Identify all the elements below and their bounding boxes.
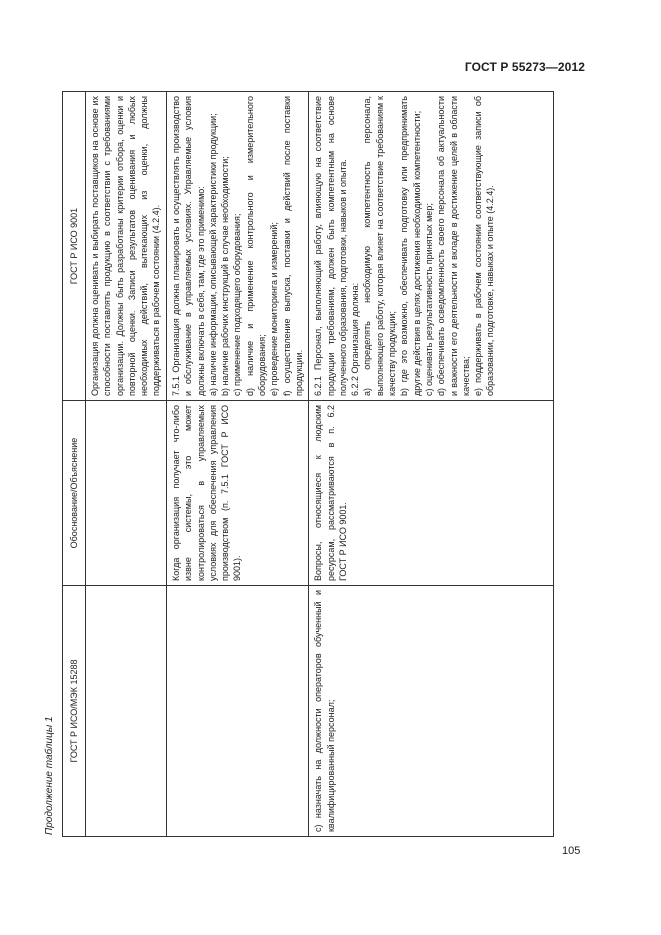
page-number: 105 [562,845,581,857]
clause-text: 6.2.1 Персонал, выполняющий работу, влияющую на соответствие продукции требованиям, должен быть компетентным на основе полученного образования, подготовки, навыков и опыта. [313,96,348,396]
table-row [167,92,309,837]
clause-text: 6.2.2 Организация должна: [350,282,361,396]
cell-iso-9001: Организация должна оценивать и выбирать поставщиков на основе их способности поставлять продукцию в соответствии с требованиями организации. Должны быть разработаны критерии отбора, оценки и повторной оценки. Записи результатов оценивания и любых необходимых действий, вытекающих из оценки, должны поддерживаться в рабочем состоянии (4.2.4). [86,92,167,401]
clause-item: d) обеспечивать осведомленность своего персонала об актуальности и важности его деятельности и вкладе в достижение целей в области качества; [436,96,471,396]
clause-item: b) где это возможно, обеспечивать подготовку или предпринимать другие действия в целях достижения необходимой компетентности; [399,96,422,396]
column-header-iso-15288: ГОСТ Р ИСО/МЭК 15288 [63,586,86,837]
clause-item: d) наличие и применение контрольного и измерительного оборудования; [244,96,268,396]
cell-rationale: Когда организация получает что-либо извне системы, это может контролироваться в управляемых условиях для обеспечения управления производством (п. 7.5.1 ГОСТ Р ИСО 9001). [167,401,309,586]
clause-item: e) проведение мониторинга и измерений; [269,222,280,396]
cell-iso-15288: c) назначать на должности операторов обученный и квалифицированный персонал; [309,586,554,837]
cell-iso-9001 [167,92,309,401]
clause-item: а) определять необходимую компетентность персонала, выполняющего работу, которая влияет на соответствие требованиям к качеству продукции; [362,96,398,396]
clause-item: e) поддерживать в рабочем состоянии соответствующие записи об образовании, подготовке, навыках и опыте (4.2.4). [473,96,496,396]
cell-iso-15288 [167,586,309,837]
clause-item: b) наличие рабочих инструкций в случае необходимости; [220,156,231,396]
column-header-iso-9001: ГОСТ Р ИСО 9001 [63,92,86,401]
clause-item: c) применение подходящего оборудования; [232,213,243,396]
cell-iso-15288 [86,586,167,837]
table-continuation-label: Продолжение таблицы 1 [44,716,55,835]
column-header-rationale: Обоснование/Объяснение [63,401,86,586]
clause-text: 7.5.1 Организация должна планировать и осуществлять производство и обслуживание в управляемых условиях. Управляемые условия должны включать в себя, там, где это применимо: [171,96,206,396]
rotated-table-page [40,92,587,837]
standard-code-header: ГОСТ Р 55273—2012 [464,60,585,74]
cell-iso-9001 [309,92,554,401]
clause-item: c) оценивать результативность принятых мер; [423,203,434,396]
cell-rationale [86,401,167,586]
clause-item: а) наличие информации, описывающей характеристики продукции; [207,113,218,396]
table-header-row [63,92,86,837]
clause-item: f) осуществление выпуска, поставки и действий после поставки продукции. [281,96,304,396]
comparison-table [62,91,554,837]
table-row [86,92,167,837]
table-row [309,92,554,837]
cell-rationale: Вопросы, относящиеся к людским ресурсам, рассматриваются в п. 6.2 ГОСТ Р ИСО 9001. [309,401,554,586]
